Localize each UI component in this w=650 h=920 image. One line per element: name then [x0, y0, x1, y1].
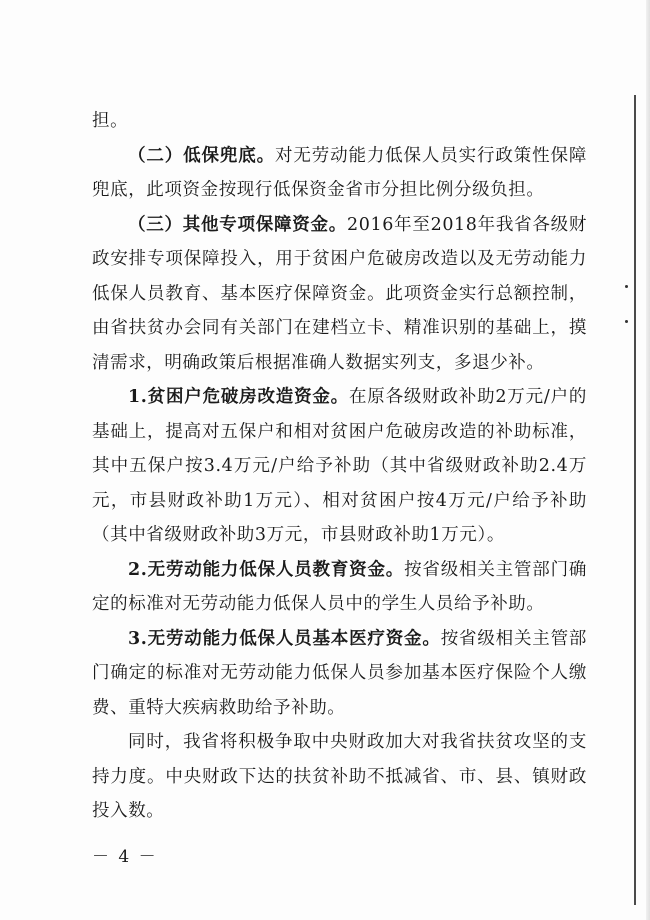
- paragraph-text: 按省级相关主管部门确定的标准对无劳动能力低保人员中的学生人员给予补助。: [92, 559, 587, 614]
- document-body: [92, 104, 587, 829]
- paragraph-central-funding: [92, 725, 587, 829]
- paragraph-lead: 1.贫困户危破房改造资金。: [128, 387, 349, 407]
- paragraph-lead: 3.无劳动能力低保人员基本医疗资金。: [128, 628, 441, 649]
- paragraph-subsistence-guarantee: [92, 139, 587, 208]
- paragraph-continuation: [92, 104, 587, 139]
- scan-border-line: [634, 95, 636, 905]
- paragraph-medical-funds: [92, 622, 587, 726]
- paragraph-text: 在原各级财政补助2万元/户的基础上，提高对五保户和相对贫困户危破房改造的补助标准，其中五保户按3.4万元/户给予补助（其中省级财政补助2.4万元，市县财政补助1万元）、相对贫困户按4万元/户给予补助（其中省级财政补助3万元，市县财政补助1万元）。: [92, 387, 587, 545]
- paragraph-text: 同时，我省将积极争取中央财政加大对我省扶贫攻坚的支持力度。中央财政下达的扶贫补助不抵减省、市、县、镇财政投入数。: [92, 732, 587, 821]
- paragraph-special-funds: [92, 208, 587, 381]
- scan-shadow-edge: [646, 0, 650, 920]
- paragraph-lead: 2.无劳动能力低保人员教育资金。: [128, 559, 405, 580]
- paragraph-text: 按省级相关主管部门确定的标准对无劳动能力低保人员参加基本医疗保险个人缴费、重特大疾病救助给予补助。: [92, 628, 587, 718]
- paragraph-text: 担。: [92, 111, 129, 131]
- paragraph-text: 对无劳动能力低保人员实行政策性保障兜底，此项资金按现行低保资金省市分担比例分级负担。: [92, 145, 587, 200]
- scan-speck: [625, 285, 628, 288]
- paragraph-lead: （三）其他专项保障资金。: [128, 214, 347, 235]
- paragraph-text: 2016年至2018年我省各级财政安排专项保障投入，用于贫困户危破房改造以及无劳动能力低保人员教育、基本医疗保障资金。此项资金实行总额控制，由省扶贫办会同有关部门在建档立卡、精准识别的基础上，摸清需求，明确政策后根据准确人数据实列支，多退少补。: [92, 214, 588, 373]
- page-number: － 4 －: [92, 847, 158, 867]
- paragraph-lead: （二）低保兜底。: [128, 145, 275, 166]
- paragraph-housing-renovation: [92, 380, 587, 553]
- paragraph-education-funds: [92, 553, 587, 622]
- scan-speck: [625, 320, 628, 323]
